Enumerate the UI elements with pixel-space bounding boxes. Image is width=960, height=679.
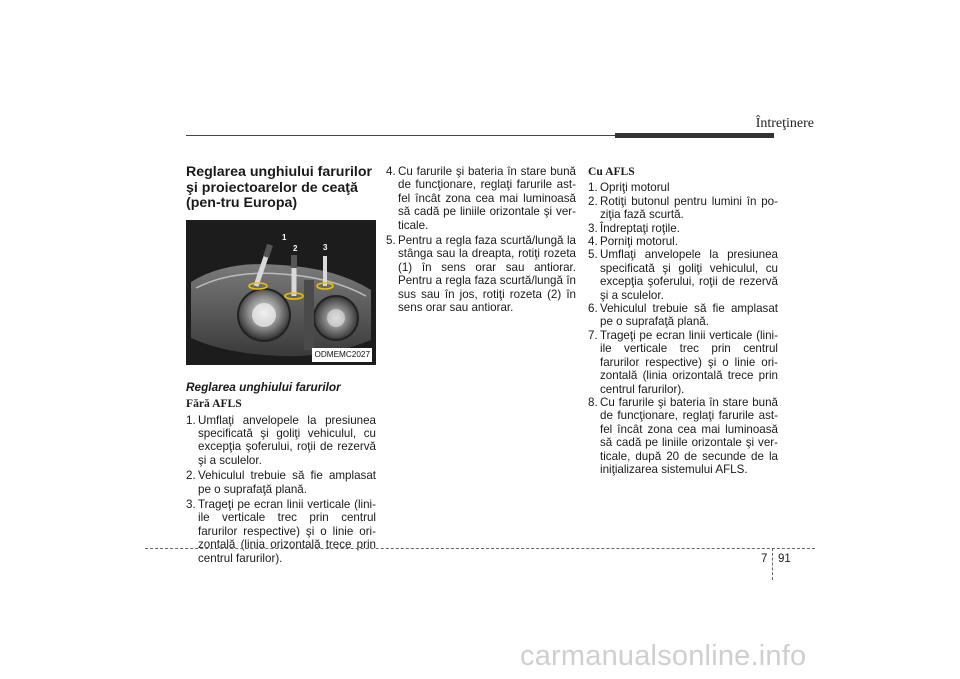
headlamp-adjustment-figure bbox=[186, 220, 376, 365]
subheading: Reglarea unghiului farurilor bbox=[186, 379, 341, 394]
header-rule-accent bbox=[615, 133, 774, 138]
list-item: 2. Vehiculul trebuie să fie amplasat pe o suprafaţă plană. bbox=[186, 469, 376, 496]
without-afls-steps-part1 bbox=[186, 414, 376, 565]
figure-code: ODMEMC2027 bbox=[312, 348, 372, 361]
header-section-title: Întreţinere bbox=[755, 116, 814, 131]
column-1 bbox=[186, 165, 376, 567]
callout-1: 1 bbox=[282, 232, 287, 242]
list-item: 8. Cu farurile şi bateria în stare bună de funcţionare, reglaţi farurile ast-fel încât zona cea mai luminoasă să cadă pe liniile orizontale şi ver-ticale, după 20 de secunde de la iniţializarea sistemului AFLS. bbox=[588, 395, 778, 476]
callout-3: 3 bbox=[323, 242, 328, 252]
list-item: 6. Vehiculul trebuie să fie amplasat pe o suprafaţă plană. bbox=[588, 302, 778, 329]
list-item: 1. Umflaţi anvelopele la presiunea specificată şi goliţi vehiculul, cu excepţia şoferului, roţii de rezervă şi a sculelor. bbox=[186, 413, 376, 467]
list-item: 5. Pentru a regla faza scurtă/lungă la stânga sau la dreapta, rotiţi rozeta (1) în sens orar sau antiorar. Pentru a regla faza scurtă/lungă în sus sau în jos, rotiţi rozeta (2) în sens orar sau antiorar. bbox=[386, 234, 576, 315]
with-afls-steps bbox=[588, 181, 778, 476]
list-item: 7. Trageţi pe ecran linii verticale (lini-ile verticale trec prin centrul farurilor respective) şi o linie ori-zontală (linia orizontală trece prin centrul farurilor). bbox=[588, 328, 778, 396]
without-afls-steps-part2 bbox=[386, 165, 576, 314]
footer-rule bbox=[145, 548, 815, 549]
page-number: 91 bbox=[778, 553, 791, 565]
list-item: 3. Trageţi pe ecran linii verticale (lini-ile verticale trec prin centrul farurilor respective) şi o linie ori-zontală (linia orizontală trece prin centrul farurilor). bbox=[186, 498, 376, 565]
list-item: 5. Umflaţi anvelopele la presiunea specificată şi goliţi vehiculul, cu excepţia şoferului, roţii de rezervă şi a sculelor. bbox=[588, 248, 778, 302]
watermark: carmanualsonline.info bbox=[520, 640, 807, 672]
chapter-number: 7 bbox=[761, 553, 768, 565]
list-item: 2. Rotiţi butonul pentru lumini în po-ziţia fază scurtă. bbox=[588, 194, 778, 222]
list-item: 4. Cu farurile şi bateria în stare bună de funcţionare, reglaţi farurile ast-fel încât zona cea mai luminoasă să cadă pe liniile orizontale şi ver-ticale. bbox=[386, 165, 576, 232]
column-2 bbox=[386, 165, 576, 316]
headlamp-illustration bbox=[186, 220, 376, 365]
list-item: 3. Îndreptaţi roţile. bbox=[588, 221, 680, 235]
with-afls-label: Cu AFLS bbox=[588, 165, 635, 178]
column-3 bbox=[588, 165, 778, 476]
footer-divider bbox=[772, 548, 773, 580]
callout-2: 2 bbox=[293, 243, 298, 253]
list-item: 4. Porniţi motorul. bbox=[588, 235, 678, 249]
without-afls-label: Fără AFLS bbox=[186, 397, 242, 411]
list-item: 1. Opriţi motorul bbox=[588, 181, 670, 195]
section-heading: Reglarea unghiului farurilor şi proiectoarelor de ceaţă (pen-tru Europa) bbox=[186, 164, 373, 212]
